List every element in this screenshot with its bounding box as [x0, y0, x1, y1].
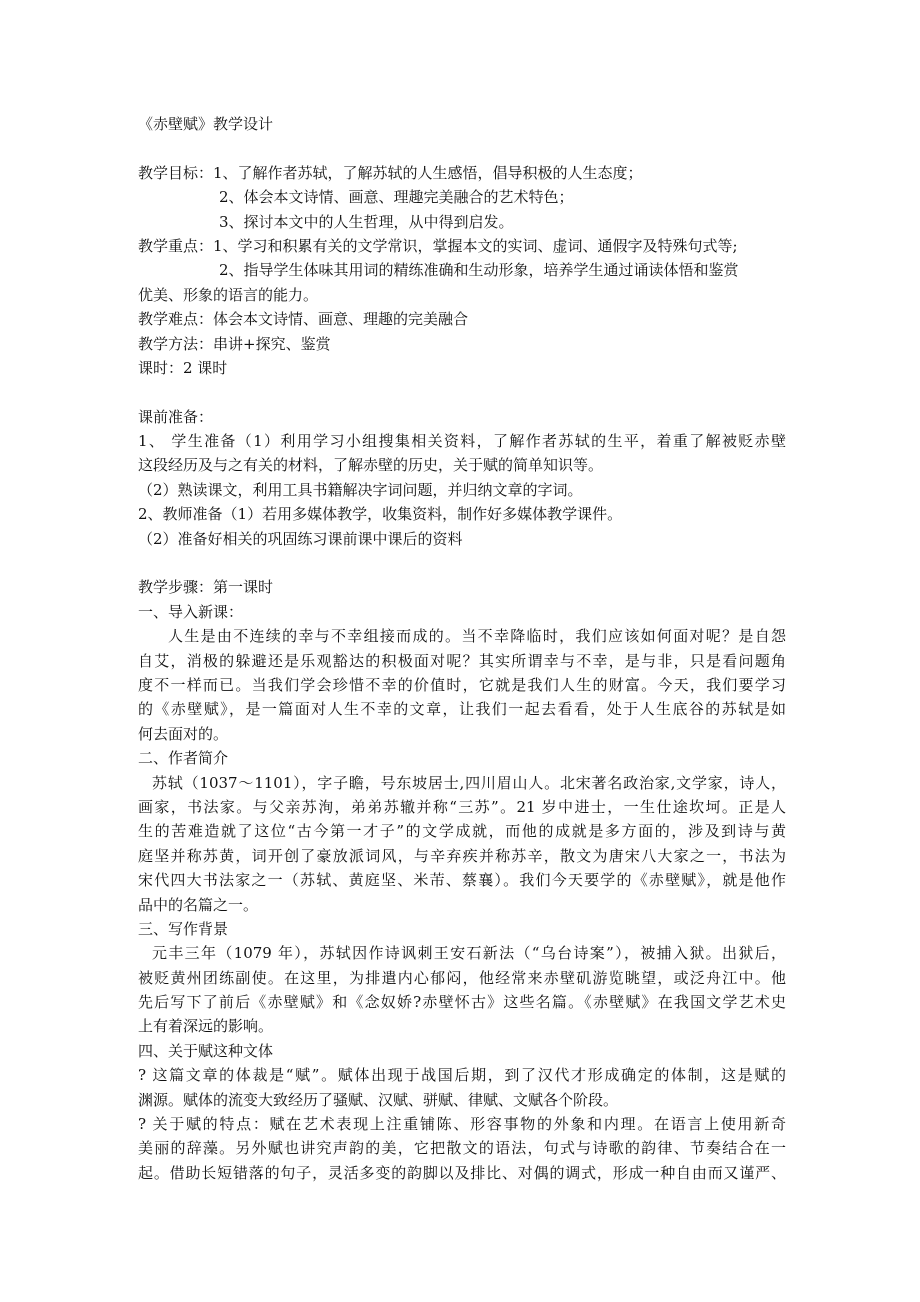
- prep-line-1: 1、 学生准备（1）利用学习小组搜集相关资料，了解作者苏轼的生平，着重了解被贬赤壁: [138, 432, 786, 451]
- steps-heading: 教学步骤：第一课时: [138, 578, 274, 597]
- section-heading-intro: 一、导入新课：: [138, 602, 244, 621]
- prep-line-5: （2）准备好相关的巩固练习课前课中课后的资料: [138, 529, 463, 548]
- author-paragraph-line: 宋代四大书法家之一（苏轼、黄庭坚、米芾、蔡襄）。我们今天要学的《赤壁赋》，就是他作: [138, 871, 786, 890]
- blank-line: [138, 551, 786, 575]
- background-paragraph-line: 被贬黄州团练副使。在这里，为排遣内心郁闷，他经常来赤壁矶游览眺望，或泛舟江中。他: [138, 968, 786, 987]
- difficulty-line: 教学难点：体会本文诗情、画意、理趣的完美融合: [138, 310, 469, 329]
- blank-line: [138, 136, 786, 160]
- prep-line-3: （2）熟读课文，利用工具书籍解决字词问题，并归纳文章的字词。: [138, 480, 583, 499]
- intro-paragraph-line: 人生是由不连续的幸与不幸组接而成的。当不幸降临时，我们应该如何面对呢？是自怨: [168, 627, 786, 646]
- key-points-line-1: 教学重点：1、学习和积累有关的文学常识，掌握本文的实词、虚词、通假字及特殊句式等;: [138, 236, 738, 255]
- author-paragraph-line: 画家，书法家。与父亲苏洵，弟弟苏辙并称“三苏”。21 岁中进士，一生仕途坎坷。正是人: [138, 797, 786, 816]
- genre-paragraph-line: 起。借助长短错落的句子，灵活多变的韵脚以及排比、对偶的调式，形成一种自由而又谨严、: [138, 1163, 786, 1182]
- intro-paragraph-line: 何去面对的。: [138, 724, 229, 743]
- prep-heading: 课前准备：: [138, 407, 214, 426]
- background-paragraph-line: 先后写下了前后《赤壁赋》和《念奴娇?赤壁怀古》这些名篇。《赤壁赋》在我国文学艺术史: [138, 993, 786, 1012]
- genre-paragraph-line: ? 关于赋的特点：赋在艺术表现上注重铺陈、形容事物的外象和内理。在语言上使用新奇: [138, 1115, 786, 1134]
- blank-line: [138, 380, 786, 404]
- section-heading-genre: 四、关于赋这种文体: [138, 1041, 274, 1060]
- key-points-line-3: 优美、形象的语言的能力。: [138, 285, 319, 304]
- section-heading-author: 二、作者简介: [138, 749, 229, 768]
- author-paragraph-line: 庭坚并称苏黄，词开创了豪放派词风，与辛弃疾并称苏辛，散文为唐宋八大家之一，书法为: [138, 846, 786, 865]
- prep-line-2: 这段经历及与之有关的材料，了解赤壁的历史，关于赋的简单知识等。: [138, 456, 604, 475]
- document-title: 《赤壁赋》教学设计: [138, 115, 274, 133]
- intro-paragraph-line: 的《赤壁赋》，是一篇面对人生不幸的文章，让我们一起去看看，处于人生底谷的苏轼是如: [138, 700, 786, 719]
- author-paragraph-line: 生的苦难造就了这位“古今第一才子”的文学成就，而他的成就是多方面的，涉及到诗与黄: [138, 822, 786, 841]
- genre-paragraph-line: 美丽的辞藻。另外赋也讲究声韵的美，它把散文的语法，句式与诗歌的韵律、节奏结合在一: [138, 1139, 786, 1158]
- key-points-line-2: 2、指导学生体味其用词的精练准确和生动形象，培养学生通过诵读体悟和鉴赏: [219, 261, 739, 280]
- background-paragraph-line: 元丰三年（1079 年），苏轼因作诗讽刺王安石新法（“乌台诗案”），被捕入狱。出狱后，: [152, 944, 786, 963]
- genre-paragraph-line: ? 这篇文章的体裁是“赋”。赋体出现于战国后期，到了汉代才形成确定的体制，这是赋的: [138, 1066, 786, 1085]
- genre-paragraph-line: 渊源。赋体的流变大致经历了骚赋、汉赋、骈赋、律赋、文赋各个阶段。: [138, 1090, 619, 1109]
- intro-paragraph-line: 度不一样而已。当我们学会珍惜不幸的价值时，它就是我们人生的财富。今天，我们要学习: [138, 675, 786, 694]
- method-line: 教学方法：串讲+探究、鉴赏: [138, 334, 331, 353]
- hours-line: 课时：2 课时: [138, 358, 228, 377]
- author-paragraph-line: 品中的名篇之一。: [138, 895, 259, 914]
- background-paragraph-line: 上有着深远的影响。: [138, 1017, 274, 1036]
- prep-line-4: 2、教师准备（1）若用多媒体教学，收集资料，制作好多媒体教学课件。: [138, 505, 623, 524]
- objectives-line-2: 2、体会本文诗情、画意、理趣完美融合的艺术特色；: [219, 188, 574, 207]
- objectives-line-1: 教学目标：1、了解作者苏轼，了解苏轼的人生感悟，倡导积极的人生态度；: [138, 163, 643, 182]
- document-body: [138, 112, 786, 1185]
- author-paragraph-line: 苏轼（1037～1101），字子瞻，号东坡居士,四川眉山人。北宋著名政治家,文学家，诗人，: [152, 773, 786, 792]
- objectives-line-3: 3、探讨本文中的人生哲理，从中得到启发。: [219, 212, 514, 231]
- section-heading-background: 三、写作背景: [138, 919, 229, 938]
- intro-paragraph-line: 自艾，消极的躲避还是乐观豁达的积极面对呢？其实所谓幸与不幸，是与非，只是看问题角: [138, 651, 786, 670]
